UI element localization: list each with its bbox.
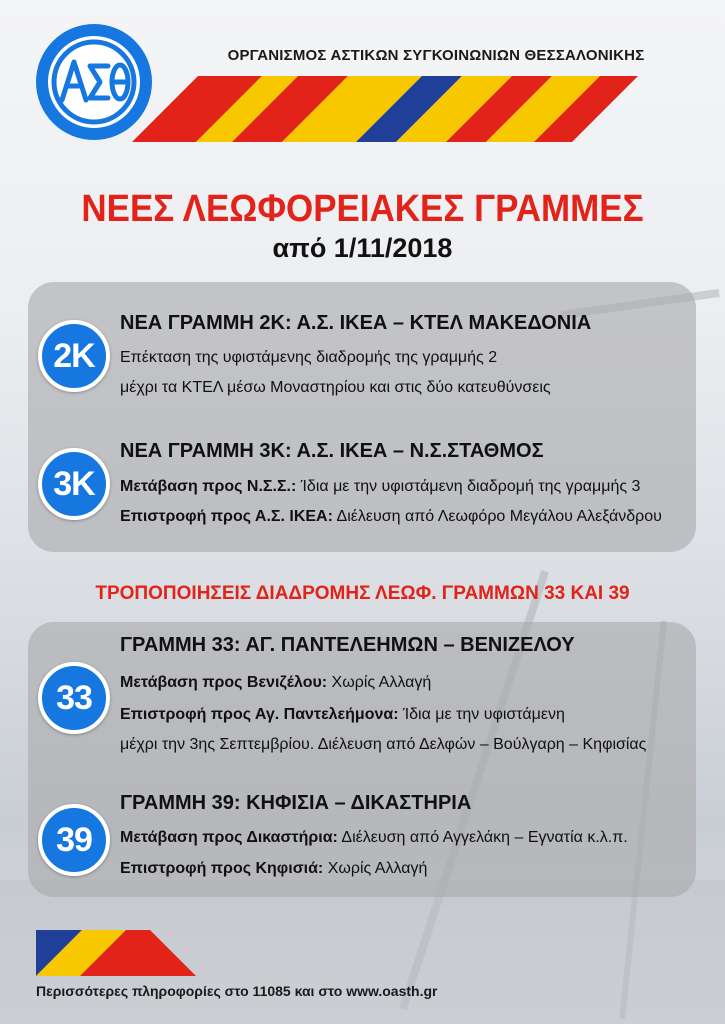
- organization-name: ΟΡΓΑΝΙΣΜΟΣ ΑΣΤΙΚΩΝ ΣΥΓΚΟΙΝΩΝΙΩΝ ΘΕΣΣΑΛΟΝΙΚΗΣ: [227, 47, 645, 64]
- line-3k-return-text: Διέλευση από Λεωφόρο Μεγάλου Αλεξάνδρου: [332, 508, 662, 525]
- line-39-outbound-text: Διέλευση από Αγγελάκη – Εγνατία κ.λ.π.: [337, 829, 628, 846]
- line-3k-return-label: Επιστροφή προς Α.Σ. ΙΚΕΑ:: [120, 508, 333, 525]
- line-39-heading: ΓΡΑΜΜΗ 39: ΚΗΦΙΣΙΑ – ΔΙΚΑΣΤΗΡΙΑ: [120, 792, 472, 814]
- brand-stripes: [132, 76, 638, 142]
- line-33-heading: ΓΡΑΜΜΗ 33: ΑΓ. ΠΑΝΤΕΛΕΗΜΩΝ – ΒΕΝΙΖΕΛΟΥ: [120, 634, 575, 656]
- modified-lines-panel: [28, 622, 696, 897]
- effective-date: από 1/11/2018: [272, 233, 453, 263]
- line-33-return-label: Επιστροφή προς Αγ. Παντελεήμονα:: [120, 706, 399, 723]
- line-badge-39: 39: [38, 804, 110, 876]
- line-33-outbound-text: Χωρίς Αλλαγή: [327, 674, 432, 691]
- line-2k-desc-2: μέχρι τα ΚΤΕΛ μέσω Μοναστηρίου και στις δύο κατευθύνσεις: [120, 379, 551, 396]
- line-39-outbound: [120, 829, 628, 847]
- line-33-outbound-label: Μετάβαση προς Βενιζέλου:: [120, 674, 328, 691]
- section-title: ΤΡΟΠΟΠΟΙΗΣΕΙΣ ΔΙΑΔΡΟΜΗΣ ΛΕΩΦ. ΓΡΑΜΜΩΝ 33 ΚΑΙ 39: [95, 583, 630, 604]
- line-badge-33: 33: [38, 662, 110, 734]
- line-badge-3k: 3Κ: [38, 448, 110, 520]
- line-3k-outbound-text: Ίδια με την υφιστάμενη διαδρομή της γραμμής 3: [296, 478, 641, 495]
- line-39-outbound-label: Μετάβαση προς Δικαστήρια:: [120, 829, 338, 846]
- main-title: ΝΕΕΣ ΛΕΩΦΟΡΕΙΑΚΕΣ ΓΡΑΜΜΕΣ: [81, 188, 644, 230]
- new-lines-panel: [28, 282, 696, 552]
- line-33-outbound: [120, 674, 431, 692]
- line-39-return-text: Χωρίς Αλλαγή: [323, 860, 428, 877]
- line-33-return-text: Ίδια με την υφιστάμενη: [398, 706, 565, 723]
- line-3k-heading: ΝΕΑ ΓΡΑΜΜΗ 3Κ: Α.Σ. ΙΚΕΑ – Ν.Σ.ΣΤΑΘΜΟΣ: [120, 440, 544, 462]
- line-3k-return: [120, 508, 662, 526]
- line-3k-outbound: [120, 478, 640, 496]
- line-2k-heading: ΝΕΑ ΓΡΑΜΜΗ 2Κ: Α.Σ. ΙΚΕΑ – ΚΤΕΛ ΜΑΚΕΔΟΝΙΑ: [120, 312, 592, 334]
- line-2k-desc-1: Επέκταση της υφιστάμενης διαδρομής της γραμμής 2: [120, 349, 498, 366]
- footer-info: Περισσότερες πληροφορίες στο 11085 και στο www.oasth.gr: [36, 983, 438, 999]
- line-33-return-detail: μέχρι την 3ης Σεπτεμβρίου. Διέλευση από Δελφών – Βούλγαρη – Κηφισίας: [120, 736, 647, 753]
- line-33-return: [120, 706, 565, 724]
- line-3k-outbound-label: Μετάβαση προς Ν.Σ.Σ.:: [120, 478, 297, 495]
- line-badge-2k: 2Κ: [38, 320, 110, 392]
- line-39-return: [120, 860, 427, 878]
- line-39-return-label: Επιστροφή προς Κηφισιά:: [120, 860, 324, 877]
- footer-stripes: [36, 930, 196, 976]
